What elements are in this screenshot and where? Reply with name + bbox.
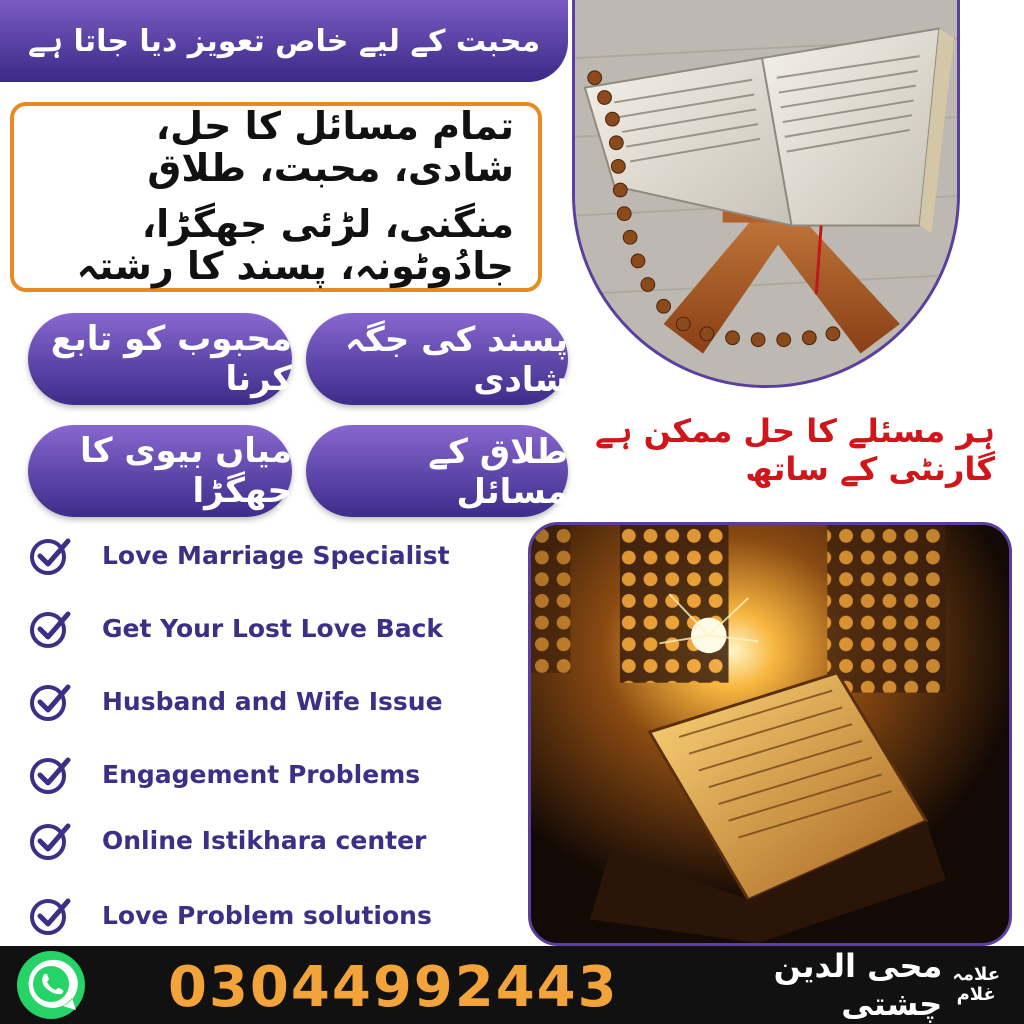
service-item (28, 530, 450, 580)
service-item (28, 603, 443, 653)
pill-husband-wife-dispute (28, 425, 292, 517)
check-circle-icon (28, 752, 72, 796)
quran-stand-photo (572, 0, 960, 388)
problems-line-2: منگنی، لڑئی جھگڑا، جادُوٹونہ، پسند کا رشتہ (76, 202, 514, 288)
author-titles (952, 965, 1000, 1005)
pill-label: طلاق کے مسائل (428, 431, 568, 512)
check-circle-icon (28, 606, 72, 650)
phone-number[interactable]: 03044992443 (168, 954, 619, 1020)
problems-line-1: تمام مسائل کا حل، شادی، محبت، طلاق (147, 104, 514, 191)
author-title-1: علامہ (952, 964, 1000, 986)
pill-label: پسند کی جگہ شادی (345, 319, 568, 400)
guarantee-text: ہر مسئلے کا حل ممکن ہے گارنٹی کے ساتھ (594, 412, 995, 488)
top-banner (0, 0, 568, 82)
pill-divorce-issues (306, 425, 568, 517)
whatsapp-icon[interactable] (14, 948, 88, 1022)
author-title-2: غلام (956, 984, 996, 1005)
service-item (28, 815, 426, 865)
service-item (28, 676, 443, 726)
service-item (28, 749, 420, 799)
service-label: Love Marriage Specialist (102, 540, 450, 570)
pill-marriage-of-choice (306, 313, 568, 405)
author-main-name: محی الدین چشتی (773, 947, 943, 1023)
problems-box (10, 102, 542, 292)
service-label: Online Istikhara center (102, 825, 427, 855)
check-circle-icon (28, 533, 72, 577)
check-circle-icon (28, 893, 72, 937)
check-circle-icon (28, 818, 72, 862)
service-label: Engagement Problems (102, 759, 421, 789)
pill-label: میاں بیوی کا جھگڑا (79, 431, 292, 511)
top-banner-text: محبت کے لیے خاص تعویز دیا جاتا ہے (27, 23, 541, 59)
service-item (28, 890, 432, 940)
author-name (680, 947, 1000, 1023)
pill-make-beloved-submissive (28, 313, 292, 405)
service-label: Get Your Lost Love Back (102, 613, 444, 643)
pill-label: محبوب کو تابع کرنا (50, 319, 292, 399)
service-label: Love Problem solutions (102, 900, 432, 930)
service-label: Husband and Wife Issue (102, 686, 443, 716)
glowing-quran-photo (528, 522, 1012, 946)
quran-stand-illustration (575, 0, 957, 385)
check-circle-icon (28, 679, 72, 723)
glowing-quran-illustration (531, 525, 1009, 943)
